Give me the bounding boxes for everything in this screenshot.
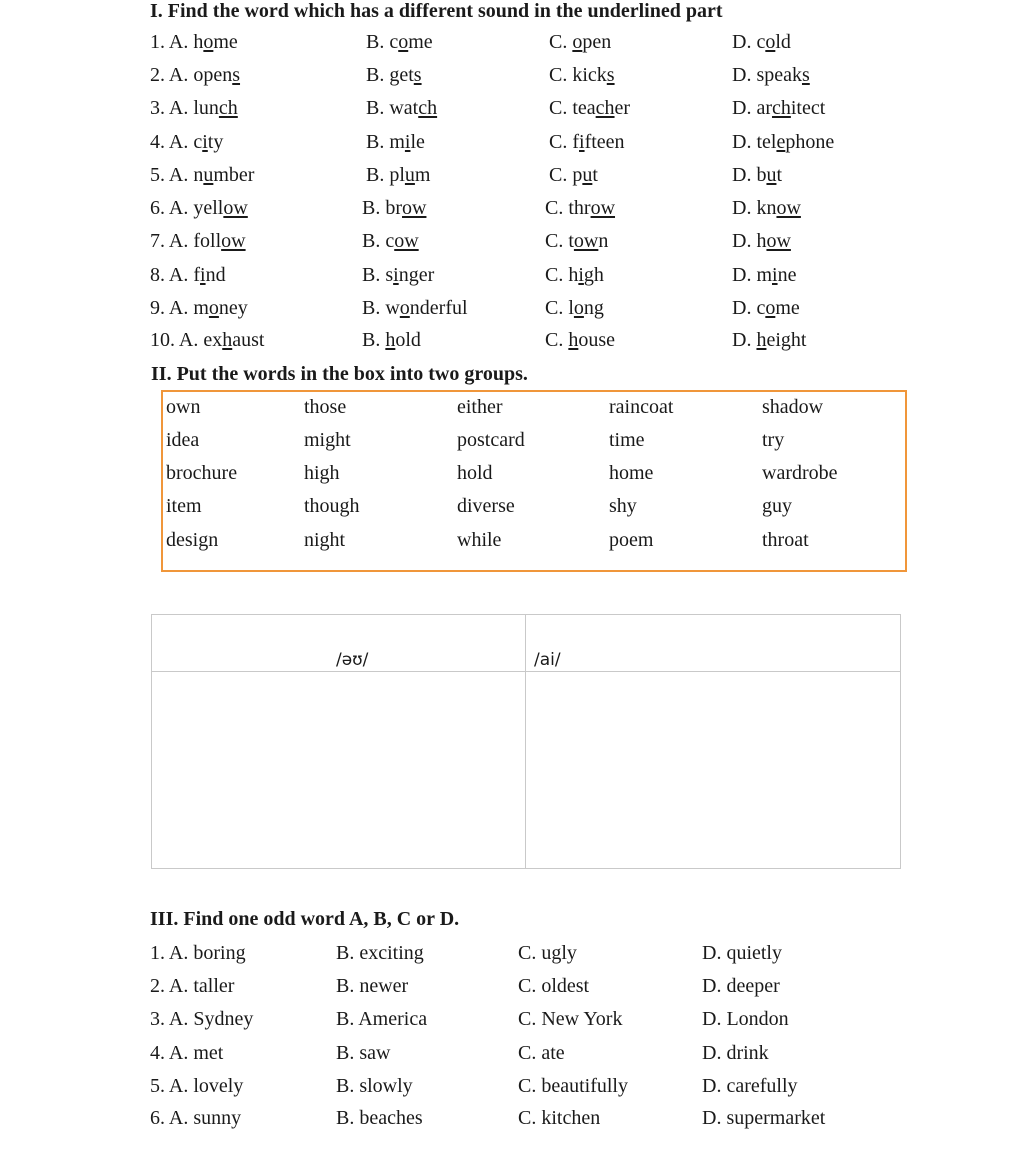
- option-prefix: D. tel: [732, 131, 777, 153]
- underlined-part: i: [393, 264, 399, 286]
- box-word: item: [166, 495, 202, 517]
- section3-title: III. Find one odd word A, B, C or D.: [150, 908, 460, 930]
- option-prefix: C. p: [549, 164, 583, 186]
- question-option: [150, 131, 223, 154]
- underlined-part: o: [398, 31, 409, 53]
- underlined-part: o: [203, 31, 214, 53]
- question-option: [549, 164, 598, 187]
- odd-word-option: [702, 942, 782, 965]
- box-word: throat: [762, 529, 809, 551]
- odd-word-option: [336, 1107, 423, 1130]
- option-suffix: me: [213, 31, 238, 53]
- box-word: shy: [609, 495, 637, 517]
- box-word: design: [166, 529, 219, 551]
- underlined-part: h: [568, 329, 579, 351]
- odd-word-option: [336, 942, 424, 965]
- box-word: raincoat: [609, 396, 674, 418]
- option-text: B. slowly: [336, 1075, 413, 1097]
- question-option: [549, 31, 611, 54]
- section1-title: I. Find the word which has a different sound in the underlined part: [150, 0, 723, 22]
- question-option: [362, 197, 426, 220]
- box-word: hold: [457, 462, 493, 484]
- underlined-part: i: [578, 264, 584, 286]
- option-text: B. saw: [336, 1042, 391, 1064]
- option-suffix: ouse: [578, 329, 616, 351]
- option-prefix: D. m: [732, 264, 772, 286]
- option-text: A. sunny: [168, 1107, 242, 1129]
- option-suffix: gh: [583, 264, 604, 286]
- question-option: [732, 131, 834, 154]
- odd-word-option: [336, 1075, 413, 1098]
- option-text: B. newer: [336, 975, 409, 997]
- option-prefix: D. ar: [732, 97, 772, 119]
- option-text: A. taller: [168, 975, 235, 997]
- option-prefix: C. tea: [549, 97, 596, 119]
- option-suffix: er: [614, 97, 631, 119]
- option-text: D. drink: [702, 1042, 769, 1064]
- box-word: night: [304, 529, 346, 551]
- box-word: shadow: [762, 396, 824, 418]
- question-option: [732, 97, 825, 120]
- question-number: 4.: [150, 131, 165, 153]
- underlined-part: i: [404, 131, 411, 153]
- underlined-part: ow: [776, 197, 801, 219]
- underlined-part: i: [579, 131, 585, 153]
- underlined-part: o: [208, 297, 219, 319]
- underlined-part: ow: [590, 197, 616, 219]
- option-text: D. deeper: [702, 975, 780, 997]
- question-option: [150, 97, 238, 120]
- odd-word-option: [702, 1075, 798, 1098]
- question-option: [150, 64, 240, 87]
- question-number: 1.: [150, 942, 165, 964]
- option-prefix: C. thr: [545, 197, 591, 219]
- odd-word-option: [518, 1008, 622, 1031]
- odd-word-option: [518, 942, 577, 965]
- odd-word-option: [150, 1008, 253, 1031]
- odd-word-option: [518, 1075, 628, 1098]
- question-number: 2.: [150, 975, 165, 997]
- option-prefix: A. c: [168, 131, 203, 153]
- odd-word-option: [336, 1042, 390, 1065]
- underlined-part: i: [200, 264, 206, 286]
- odd-word-option: [702, 1107, 825, 1130]
- question-option: [549, 131, 625, 154]
- box-word: postcard: [457, 429, 525, 451]
- option-text: B. beaches: [336, 1107, 423, 1129]
- underlined-part: i: [772, 264, 778, 286]
- option-text: D. supermarket: [702, 1107, 826, 1129]
- question-option: [150, 164, 254, 187]
- question-number: 6.: [150, 1107, 165, 1129]
- option-prefix: A. yell: [168, 197, 224, 219]
- box-word: might: [304, 429, 351, 451]
- option-prefix: C. h: [545, 264, 579, 286]
- option-prefix: B. s: [362, 264, 394, 286]
- option-suffix: nderful: [409, 297, 468, 319]
- option-prefix: B. c: [366, 31, 399, 53]
- option-text: A. boring: [168, 942, 246, 964]
- option-prefix: C. kick: [549, 64, 607, 86]
- option-suffix: ld: [775, 31, 791, 53]
- option-text: A. lovely: [168, 1075, 244, 1097]
- option-text: B. exciting: [336, 942, 424, 964]
- underlined-part: o: [573, 297, 584, 319]
- odd-word-option: [336, 1008, 427, 1031]
- underlined-part: ow: [221, 230, 246, 252]
- underlined-part: h: [385, 329, 396, 351]
- question-option: [366, 31, 433, 54]
- question-option: [150, 264, 226, 287]
- question-number: 10.: [150, 329, 175, 351]
- underlined-part: h: [222, 329, 233, 351]
- box-word: poem: [609, 529, 654, 551]
- option-text: C. ate: [518, 1042, 565, 1064]
- odd-word-option: [518, 1107, 600, 1130]
- option-suffix: pen: [582, 31, 612, 53]
- option-prefix: B. m: [366, 131, 405, 153]
- question-option: [366, 131, 425, 154]
- option-prefix: D. b: [732, 164, 767, 186]
- option-prefix: B. get: [366, 64, 414, 86]
- option-suffix: n: [598, 230, 609, 252]
- question-option: [732, 164, 782, 187]
- box-word: those: [304, 396, 347, 418]
- option-prefix: D. c: [732, 297, 766, 319]
- option-text: B. America: [336, 1008, 428, 1030]
- odd-word-option: [150, 942, 246, 965]
- option-suffix: ne: [777, 264, 797, 286]
- odd-word-option: [518, 1042, 565, 1065]
- groups-table: [151, 614, 901, 869]
- option-text: C. New York: [518, 1008, 623, 1030]
- underlined-part: u: [582, 164, 593, 186]
- odd-word-option: [150, 1107, 241, 1130]
- option-suffix: me: [408, 31, 433, 53]
- option-prefix: B. w: [362, 297, 400, 319]
- option-suffix: nger: [398, 264, 435, 286]
- underlined-part: ow: [394, 230, 419, 252]
- odd-word-option: [702, 1008, 789, 1031]
- question-option: [545, 329, 615, 352]
- question-number: 3.: [150, 1008, 165, 1030]
- option-prefix: B. br: [362, 197, 402, 219]
- box-word: time: [609, 429, 645, 451]
- odd-word-option: [150, 975, 234, 998]
- question-option: [545, 264, 604, 287]
- underlined-part: ow: [766, 230, 791, 252]
- underlined-part: ch: [771, 97, 791, 119]
- table-divider-horizontal: [152, 671, 900, 672]
- underlined-part: s: [606, 64, 615, 86]
- option-prefix: B. pl: [366, 164, 405, 186]
- odd-word-option: [518, 975, 589, 998]
- option-prefix: A. n: [168, 164, 204, 186]
- option-prefix: B.: [362, 329, 386, 351]
- option-prefix: C. t: [545, 230, 574, 252]
- question-option: [150, 230, 246, 253]
- question-option: [545, 230, 608, 253]
- underlined-part: h: [756, 329, 767, 351]
- option-prefix: A. m: [168, 297, 209, 319]
- option-suffix: me: [775, 297, 800, 319]
- question-number: 2.: [150, 64, 165, 86]
- underlined-part: u: [766, 164, 777, 186]
- option-suffix: ty: [207, 131, 224, 153]
- question-number: 3.: [150, 97, 165, 119]
- option-prefix: C. l: [545, 297, 574, 319]
- question-number: 4.: [150, 1042, 165, 1064]
- option-text: C. oldest: [518, 975, 590, 997]
- question-option: [732, 64, 810, 87]
- underlined-part: ow: [402, 197, 427, 219]
- option-suffix: le: [410, 131, 425, 153]
- question-option: [732, 297, 800, 320]
- underlined-part: e: [776, 131, 786, 153]
- underlined-part: s: [413, 64, 422, 86]
- underlined-part: s: [801, 64, 810, 86]
- option-text: C. kitchen: [518, 1107, 601, 1129]
- option-prefix: A. f: [168, 264, 201, 286]
- question-number: 9.: [150, 297, 165, 319]
- option-suffix: itect: [790, 97, 826, 119]
- question-option: [732, 31, 791, 54]
- option-text: D. carefully: [702, 1075, 798, 1097]
- box-word: idea: [166, 429, 200, 451]
- table-divider-vertical: [525, 615, 526, 868]
- question-option: [732, 264, 796, 287]
- box-word: home: [609, 462, 654, 484]
- option-prefix: C.: [549, 31, 573, 53]
- option-prefix: D. kn: [732, 197, 777, 219]
- option-prefix: D. h: [732, 230, 767, 252]
- option-prefix: C. f: [549, 131, 579, 153]
- question-option: [732, 329, 806, 352]
- option-prefix: A. foll: [168, 230, 222, 252]
- question-option: [732, 197, 801, 220]
- underlined-part: s: [232, 64, 241, 86]
- question-option: [545, 297, 604, 320]
- underlined-part: o: [765, 297, 776, 319]
- option-prefix: C.: [545, 329, 569, 351]
- question-option: [549, 97, 630, 120]
- question-option: [545, 197, 615, 220]
- question-option: [362, 230, 419, 253]
- underlined-part: i: [202, 131, 208, 153]
- box-word: own: [166, 396, 201, 418]
- option-suffix: fteen: [584, 131, 625, 153]
- box-word: while: [457, 529, 502, 551]
- box-word: either: [457, 396, 503, 418]
- question-number: 8.: [150, 264, 165, 286]
- underlined-part: ch: [218, 97, 238, 119]
- question-option: [362, 329, 421, 352]
- question-option: [366, 97, 437, 120]
- option-suffix: old: [395, 329, 421, 351]
- option-suffix: ng: [583, 297, 604, 319]
- underlined-part: o: [572, 31, 583, 53]
- odd-word-option: [150, 1042, 223, 1065]
- box-word: wardrobe: [762, 462, 838, 484]
- option-prefix: D.: [732, 329, 757, 351]
- option-prefix: A. lun: [168, 97, 219, 119]
- option-text: D. quietly: [702, 942, 782, 964]
- option-text: A. Sydney: [168, 1008, 254, 1030]
- option-suffix: t: [776, 164, 783, 186]
- box-word: guy: [762, 495, 792, 517]
- odd-word-option: [702, 975, 780, 998]
- question-option: [150, 297, 248, 320]
- option-suffix: aust: [232, 329, 265, 351]
- question-option: [150, 329, 264, 352]
- underlined-part: u: [404, 164, 415, 186]
- table-header-ai: /ai/: [534, 650, 561, 670]
- question-number: 5.: [150, 1075, 165, 1097]
- question-number: 6.: [150, 197, 165, 219]
- underlined-part: o: [399, 297, 410, 319]
- option-suffix: ney: [218, 297, 248, 319]
- odd-word-option: [336, 975, 408, 998]
- option-suffix: nd: [205, 264, 226, 286]
- question-option: [150, 197, 248, 220]
- option-prefix: B. wat: [366, 97, 419, 119]
- option-suffix: eight: [766, 329, 807, 351]
- question-option: [549, 64, 615, 87]
- question-option: [732, 230, 791, 253]
- box-word: diverse: [457, 495, 515, 517]
- option-suffix: m: [414, 164, 431, 186]
- underlined-part: ch: [418, 97, 438, 119]
- option-prefix: D. c: [732, 31, 766, 53]
- table-header-ou: /əʊ/: [336, 650, 369, 670]
- option-suffix: t: [592, 164, 598, 186]
- option-text: C. ugly: [518, 942, 577, 964]
- question-option: [366, 164, 430, 187]
- box-word: try: [762, 429, 785, 451]
- odd-word-option: [150, 1075, 243, 1098]
- section2-title: II. Put the words in the box into two groups.: [151, 363, 528, 385]
- option-prefix: A. open: [168, 64, 233, 86]
- option-prefix: D. speak: [732, 64, 802, 86]
- question-option: [362, 264, 434, 287]
- question-option: [362, 297, 468, 320]
- box-word: high: [304, 462, 340, 484]
- underlined-part: ow: [573, 230, 599, 252]
- option-prefix: A. h: [168, 31, 204, 53]
- underlined-part: ch: [595, 97, 615, 119]
- option-text: A. met: [168, 1042, 224, 1064]
- question-number: 5.: [150, 164, 165, 186]
- option-prefix: A. ex: [178, 329, 223, 351]
- question-option: [150, 31, 238, 54]
- option-suffix: mber: [213, 164, 255, 186]
- odd-word-option: [702, 1042, 769, 1065]
- option-prefix: B. c: [362, 230, 395, 252]
- underlined-part: o: [765, 31, 776, 53]
- question-option: [366, 64, 422, 87]
- option-text: C. beautifully: [518, 1075, 628, 1097]
- option-suffix: phone: [785, 131, 835, 153]
- underlined-part: ow: [223, 197, 248, 219]
- option-text: D. London: [702, 1008, 789, 1030]
- underlined-part: u: [203, 164, 214, 186]
- box-word: though: [304, 495, 360, 517]
- question-number: 7.: [150, 230, 165, 252]
- box-word: brochure: [166, 462, 238, 484]
- question-number: 1.: [150, 31, 165, 53]
